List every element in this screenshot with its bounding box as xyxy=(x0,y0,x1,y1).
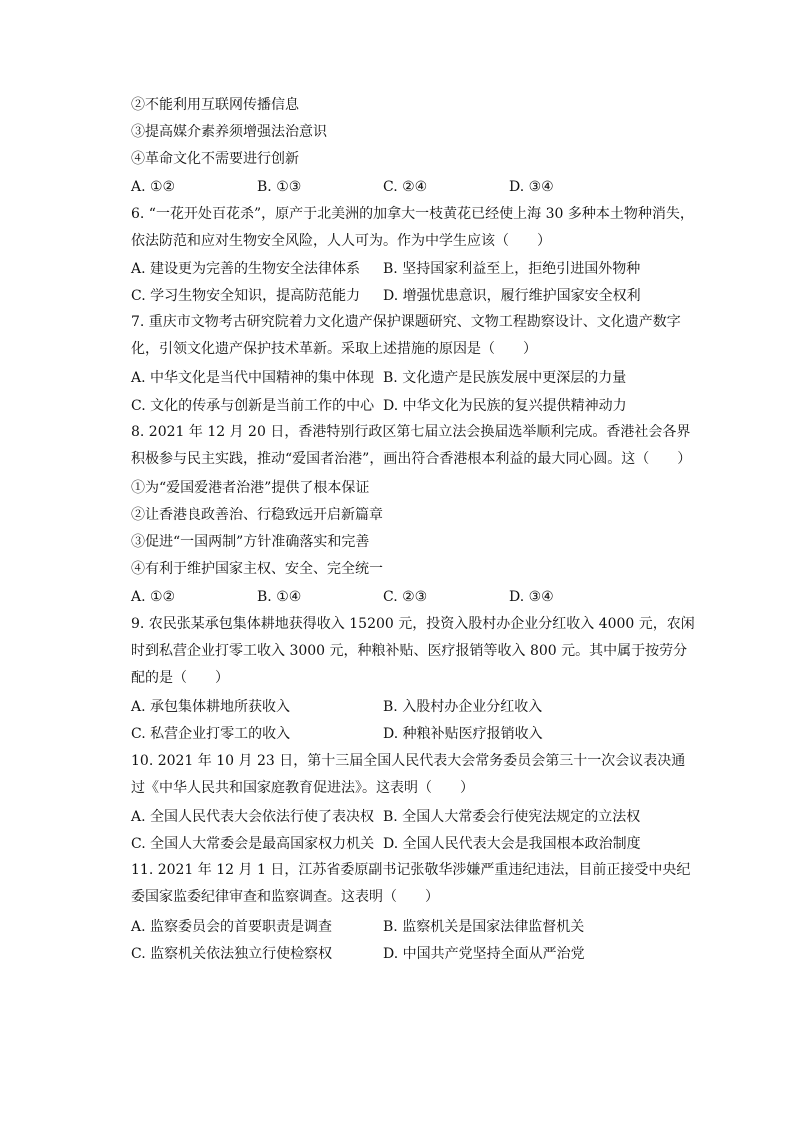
option-d: D. ③④ xyxy=(509,589,554,605)
option-a: A. ①② xyxy=(131,589,176,605)
q5-options xyxy=(131,178,691,196)
q6-options-row-1 xyxy=(131,260,691,278)
option-d: D. ③④ xyxy=(509,179,554,195)
option-c: C. ②④ xyxy=(383,179,428,195)
option-c: C. 全国人大常委会是最高国家权力机关 xyxy=(131,836,375,852)
q8-statement-2: ②让香港良政善治、行稳致远开启新篇章 xyxy=(131,507,383,523)
option-b: B. 文化遗产是民族发展中更深层的力量 xyxy=(383,370,627,386)
option-b: B. 监察机关是国家法律监督机关 xyxy=(383,919,585,935)
option-a: A. ①② xyxy=(131,179,176,195)
option-b: B. 全国人大常委会行使宪法规定的立法权 xyxy=(383,809,641,825)
option-d: D. 中国共产党坚持全面从严治党 xyxy=(383,946,585,962)
question-11-stem: 11. 2021 年 12 月 1 日，江苏省委原副书记张敬华涉嫌严重违纪违法，目前正接受中央纪委国家监委纪律审查和监察调查。这表明（ ） xyxy=(131,862,691,905)
q7-options-row-2 xyxy=(131,397,691,415)
option-c: C. 监察机关依法独立行使检察权 xyxy=(131,946,333,962)
statement-4: ④革命文化不需要进行创新 xyxy=(131,151,299,167)
option-c: C. ②③ xyxy=(383,589,428,605)
option-a: A. 承包集体耕地所获收入 xyxy=(131,699,291,715)
option-d: D. 增强忧患意识，履行维护国家安全权利 xyxy=(383,288,641,304)
option-a: A. 监察委员会的首要职责是调查 xyxy=(131,919,333,935)
q8-options xyxy=(131,588,691,606)
question-10-stem: 10. 2021 年 10 月 23 日，第十三届全国人民代表大会常务委员会第三十一次会议表决通过《中华人民共和国家庭教育促进法》。这表明（ ） xyxy=(131,753,686,796)
option-b: B. 入股村办企业分红收入 xyxy=(383,699,543,715)
option-c: C. 私营企业打零工的收入 xyxy=(131,726,291,742)
q9-options-row-1 xyxy=(131,698,691,716)
q8-statement-3: ③促进“一国两制”方针准确落实和完善 xyxy=(131,534,370,550)
option-a: A. 中华文化是当代中国精神的集中体现 xyxy=(131,370,375,386)
question-7-stem: 7. 重庆市文物考古研究院着力文化遗产保护课题研究、文物工程勘察设计、文化遗产数字化，引领文化遗产保护技术革新。采取上述措施的原因是（ ） xyxy=(131,314,681,357)
option-b: B. ①④ xyxy=(257,589,302,605)
question-6-stem: 6. “一花开处百花杀”，原产于北美洲的加拿大一枝黄花已经使上海 30 多种本土物种消失，依法防范和应对生物安全风险，人人可为。作为中学生应该（ ） xyxy=(131,206,694,249)
option-b: B. 坚持国家利益至上，拒绝引进国外物种 xyxy=(383,261,641,277)
q6-options-row-2 xyxy=(131,287,691,305)
option-b: B. ①③ xyxy=(257,179,302,195)
option-c: C. 文化的传承与创新是当前工作的中心 xyxy=(131,398,375,414)
question-8-stem: 8. 2021 年 12 月 20 日，香港特别行政区第七届立法会换届选举顺利完成。香港社会各界积极参与民主实践，推动“爱国者治港”，画出符合香港根本利益的最大同心圆。这（ ） xyxy=(131,424,692,467)
question-9-stem: 9. 农民张某承包集体耕地获得收入 15200 元，投资入股村办企业分红收入 4000 元，农闲时到私营企业打零工收入 3000 元，种粮补贴、医疗报销等收入 800 元。其中属于按劳分配的是（ ） xyxy=(131,616,695,686)
q9-options-row-2 xyxy=(131,725,691,743)
option-c: C. 学习生物安全知识，提高防范能力 xyxy=(131,288,361,304)
q11-options-row-2 xyxy=(131,945,691,963)
q8-statement-1: ①为“爱国爱港者治港”提供了根本保证 xyxy=(131,480,370,496)
q7-options-row-1 xyxy=(131,369,691,387)
q10-options-row-2 xyxy=(131,835,691,853)
q10-options-row-1 xyxy=(131,808,691,826)
statement-3: ③提高媒介素养须增强法治意识 xyxy=(131,124,327,140)
option-d: D. 中华文化为民族的复兴提供精神动力 xyxy=(383,398,627,414)
option-a: A. 建设更为完善的生物安全法律体系 xyxy=(131,261,361,277)
option-d: D. 种粮补贴医疗报销收入 xyxy=(383,726,543,742)
option-d: D. 全国人民代表大会是我国根本政治制度 xyxy=(383,836,641,852)
q8-statement-4: ④有利于维护国家主权、安全、完全统一 xyxy=(131,561,383,577)
statement-2: ②不能利用互联网传播信息 xyxy=(131,97,299,113)
q11-options-row-1 xyxy=(131,918,691,936)
option-a: A. 全国人民代表大会依法行使了表决权 xyxy=(131,809,375,825)
